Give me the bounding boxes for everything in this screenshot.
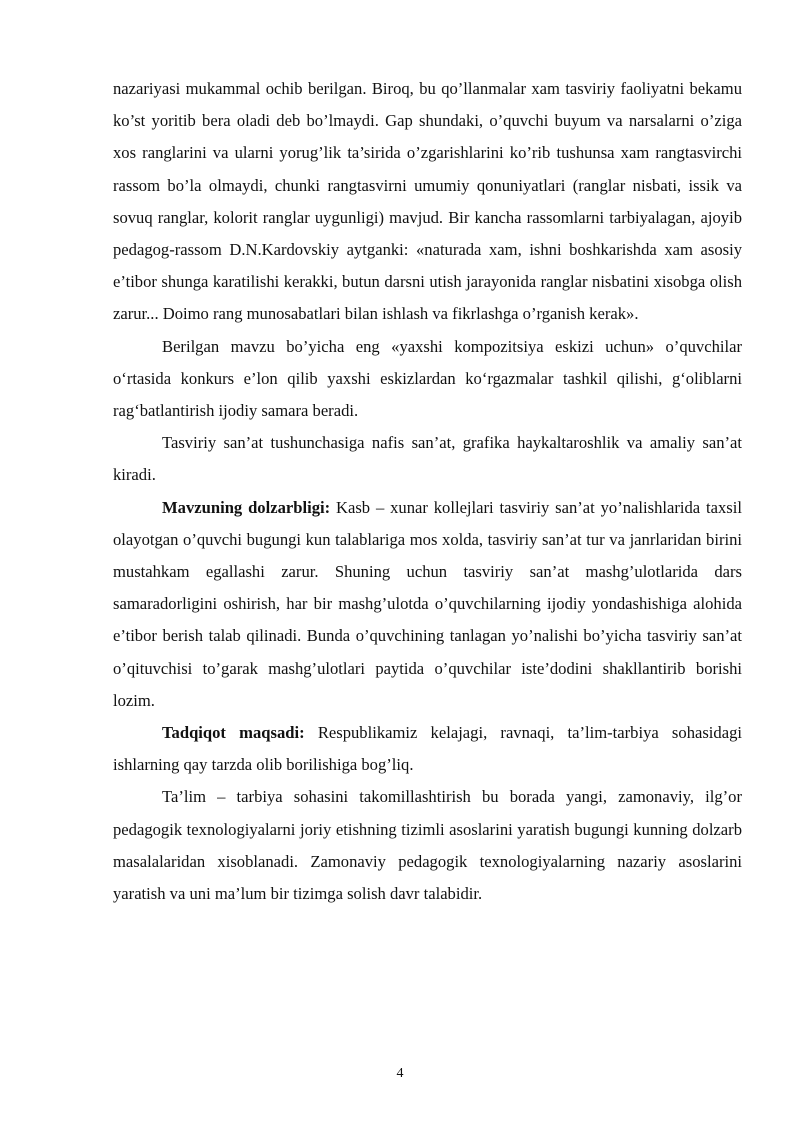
paragraph-text: Kasb – xunar kollejlari tasviriy san’at yo’nalishlarida taxsil olayotgan o’quvchi bugungi kun talablariga mos xolda, tasviriy san’at tur va janrlaridan birini mustahkam egallashi zarur. Shuning uchun tasviriy san’at mashg’ulotlarida dars samaradorligini oshirish, har bir mashg’ulotda o’quvchilarning ijodiy yondashishiga alohida e’tibor berish talab qilinadi. Bunda o’quvchining tanlagan yo’nalishi bo’yicha tasviriy san’at o’qituvchisi to’garak mashg’ulotlari paytida o’quvchilar iste’dodini shakllantirib borishi lozim.	[113, 497, 742, 710]
paragraph-text: nazariyasi mukammal ochib berilgan. Biroq, bu qo’llanmalar xam tasviriy faoliyatni bekamu ko’st yoritib bera oladi deb bo’lmaydi. Gap shundaki, o’quvchi buyum va narsalarni o’ziga xos ranglarini va ularni yorug’lik ta’sirida o’zgarishlarini ko’rib tushunsa xam rangtasvirchi rassom bo’la olmaydi, chunki rangtasvirni umumiy qonuniyatlari (ranglar nisbati, issik va sovuq ranglar, kolorit ranglar uygunligi) mavjud. Bir kancha rassomlarni tarbiyalagan, ajoyib pedagog-rassom D.N.Kardovskiy aytganki: «naturada xam, ishni boshkarishda xam asosiy e’tibor shunga karatilishi kerakki, butun darsni utish jarayonida ranglar nisbatini xisobga olish zarur... Doimo rang munosabatlari bilan ishlash va fikrlashga o’rganish kerak».	[113, 79, 742, 324]
paragraph-text: Respublikamiz kelajagi, ravnaqi, ta’lim-tarbiya sohasidagi ishlarning qay tarzda olib borilishiga bog’liq.	[113, 723, 742, 775]
paragraph-art-definition	[113, 427, 742, 491]
paragraph-education	[113, 781, 742, 910]
paragraph-relevance	[113, 492, 742, 717]
paragraph-research-goal	[113, 717, 742, 781]
paragraph-text: Berilgan mavzu bo’yicha eng «yaxshi kompozitsiya eskizi uchun» o’quvchilar o‘rtasida konkurs e’lon qilib yaxshi eskizlardan ko‘rgazmalar tashkil qilishi, g‘oliblarni rag‘batlantirish ijodiy samara beradi.	[113, 336, 742, 421]
paragraph-text: Ta’lim – tarbiya sohasini takomillashtirish bu borada yangi, zamonaviy, ilg’or pedagogik texnologiyalarni joriy etishning tizimli asoslarini yaratish bugungi kunning dolzarb masalalaridan xisoblanadi. Zamonaviy pedagogik texnologiyalarning nazariy asoslarini yaratish va uni ma’lum bir tizimga solish davr talabidir.	[113, 787, 742, 904]
page-number: 4	[396, 1066, 404, 1081]
paragraph-competition	[113, 331, 742, 428]
research-goal-heading: Tadqiqot maqsadi:	[162, 723, 305, 743]
document-page	[113, 73, 742, 910]
paragraph-intro-continued	[113, 73, 742, 331]
relevance-heading: Mavzuning dolzarbligi:	[162, 497, 331, 517]
paragraph-text: Tasviriy san’at tushunchasiga nafis san’at, grafika haykaltaroshlik va amaliy san’at kiradi.	[113, 433, 742, 485]
